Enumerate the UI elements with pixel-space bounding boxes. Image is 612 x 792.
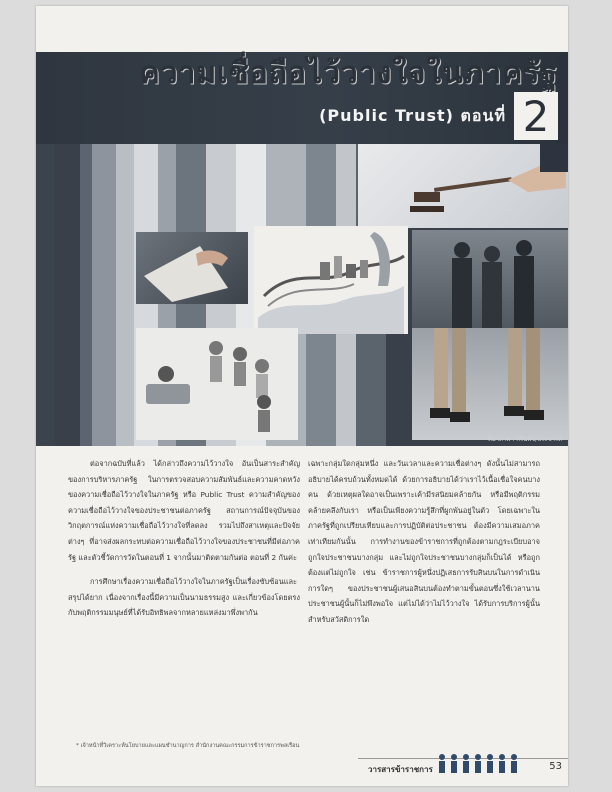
body-column-left xyxy=(68,456,300,630)
author-footnote: * เจ้าหน้าที่วิเคราะห์นโยบายและแผนชำนาญการ สำนักงานคณะกรรมการข้าราชการพลเรือน xyxy=(76,743,300,749)
header-band-light xyxy=(36,6,568,52)
image-credit: ที่มาภาพ : กรีนพีซ/ประชาไท xyxy=(487,436,562,443)
part-number-box xyxy=(514,92,558,140)
hand-envelope-photo xyxy=(136,232,248,304)
subtitle-row xyxy=(319,92,558,140)
paragraph: เฉพาะกลุ่มใดกลุ่มหนึ่ง และวันเวลาและความเชื่อต่างๆ ดังนั้นไม่สามารถอธิบายได้ครบถ้วนทั้งหมดได้ ด้วยการอธิบายได้ว่าเราไว้เนื้อเชื่อใจคนบางคน ด้วยเหตุผลใดอาจเป็นเพราะเค้ามีรสนิยมคล้ายกัน หรือมีพฤติกรรมคล้ายคลึงกับเรา หรือเป็นเพียงความรู้สึกที่ผูกพันอยู่ในตัว โดยเฉพาะในภาครัฐที่ถูกเปรียบเทียบและการปฏิบัติต่อประชาชน ต้องมีความเสมอภาคเท่าเทียมกันนั้น การทำงานของข้าราชการที่ถูกต้องตามกฎระเบียบอาจถูกใจประชาชนบางกลุ่ม และไม่ถูกใจประชาชนบางกลุ่มก็เป็นได้ หรือถูกต้องแต่ไม่ถูกใจ เช่น ข้าราชการผู้หนึ่งปฏิเสธการรับสินบนในการดำเนินการใดๆ ของประชาชนผู้เสนอสินบนต้องทำตามขั้นตอนซึ่งใช้เวลานาน ประชาชนผู้นั้นก็ไม่พึงพอใจ แต่ไม่ได้ว่าไม่ไว้วางใจ ได้รับการบริการผู้นั้นสำหรับสวัสดิการใด xyxy=(308,459,540,624)
stripe xyxy=(36,144,54,446)
paragraph: การศึกษาเรื่องความเชื่อถือไว้วางใจในภาครัฐเป็นเรื่องซับซ้อนและสรุปได้ยาก เนื่องจากเรื่องนี้มีความเป็นนามธรรมสูง และเกี่ยวข้องโดยตรงกับพฤติกรรมมนุษย์ที่ได้รับอิทธิพลจากหลายแหล่งมาพึ่งพากัน xyxy=(68,577,300,618)
legs-icon xyxy=(412,328,568,440)
gavel-photo xyxy=(358,144,568,228)
magazine-page xyxy=(36,6,568,786)
people-silhouette-icon xyxy=(412,230,568,334)
envelope-icon xyxy=(136,232,248,304)
body-column-right xyxy=(308,456,540,637)
article-subtitle: (Public Trust) ตอนที่ xyxy=(319,105,506,125)
people-group-icon xyxy=(436,753,520,773)
stripe xyxy=(80,144,92,446)
legs-photo xyxy=(412,328,568,440)
journal-name: วารสารข้าราชการ xyxy=(368,765,433,774)
page-footer xyxy=(358,758,568,775)
cartoon-icon xyxy=(136,328,298,440)
city-wave-illustration xyxy=(254,226,408,334)
photo-collage xyxy=(36,144,568,446)
city-wave-icon xyxy=(254,226,408,334)
gavel-icon xyxy=(358,144,568,228)
article-title: ความเชื่อถือไว้วางใจในภาครัฐ xyxy=(139,56,558,91)
stripe xyxy=(92,144,116,446)
stripe xyxy=(116,144,134,446)
paragraph: ต่อจากฉบับที่แล้ว ได้กล่าวถึงความไว้วางใจ อันเป็นสาระสำคัญของการบริหารภาครัฐ ในการตรวจสอบความสัมพันธ์และความคาดหวังของความเชื่อถือไว้วางใจในภาครัฐ หรือ Public Trust ความสำคัญของความเชื่อถือไว้วางใจของประชาชนต่อภาครัฐ สถานการณ์ปัจจุบันของวิกฤตการณ์แห่งความเชื่อถือไว้วางใจที่ลดลง รวมไปถึงสาเหตุและปัจจัยต่างๆ ที่อาจส่งผลกระทบต่อความเชื่อถือไว้วางใจของประชาชนที่มีต่อภาครัฐ และตัวชี้วัดการวัดในตอนที่ 1 จากนั้นมาติดตามกันต่อ ตอนที่ 2 กันค่ะ xyxy=(68,459,300,562)
silhouettes-photo xyxy=(412,230,568,334)
part-number: 2 xyxy=(522,91,550,141)
page-number: 53 xyxy=(549,761,562,772)
cartoon-illustration xyxy=(136,328,298,440)
